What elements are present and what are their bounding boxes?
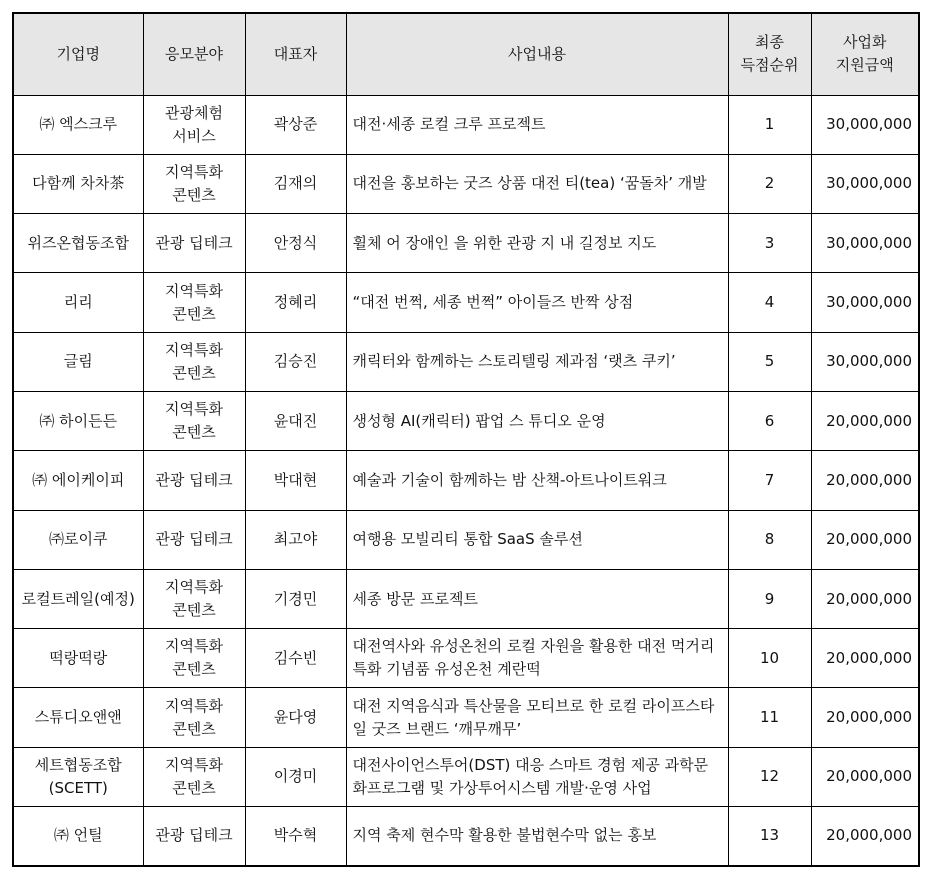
- header-rank-line1: 최종: [755, 33, 784, 52]
- category-cell: [143, 273, 245, 332]
- ceo-cell: [245, 569, 346, 628]
- rank-value: 12: [759, 767, 780, 786]
- rank-cell: [728, 95, 811, 154]
- header-rank: [728, 13, 811, 95]
- company-name: ㈜로이쿠: [49, 530, 108, 549]
- description-cell: [346, 154, 728, 213]
- category-cell: [143, 391, 245, 450]
- amount-value: 20,000,000: [826, 411, 912, 430]
- category-line2: 콘텐츠: [172, 719, 216, 738]
- header-rank-line2: 득점순위: [740, 56, 799, 75]
- results-table: [12, 12, 920, 867]
- ceo-name: 김승진: [273, 352, 318, 371]
- rank-value: 13: [759, 826, 780, 845]
- rank-cell: [728, 273, 811, 332]
- rank-cell: [728, 747, 811, 806]
- category-line1: 지역특화: [165, 755, 223, 774]
- rank-value: 11: [759, 708, 780, 727]
- description-text: “대전 번쩍, 세종 번쩍” 아이들즈 반짝 상점: [352, 293, 634, 312]
- header-description: 사업내용: [346, 13, 728, 95]
- description-text: 대전을 홍보하는 굿즈 상품 대전 티(tea) ‘꿈돌차’ 개발: [352, 174, 707, 193]
- description-cell: [346, 273, 728, 332]
- company-name: 떡랑떡랑: [49, 648, 108, 667]
- rank-cell: [728, 451, 811, 510]
- ceo-cell: [245, 332, 346, 391]
- header-category: 응모분야: [143, 13, 245, 95]
- description-text: 세종 방문 프로젝트: [352, 589, 478, 608]
- ceo-name: 안정식: [273, 233, 318, 252]
- company-cell: [13, 688, 143, 747]
- category-line2: 콘텐츠: [172, 778, 216, 797]
- company-name: 세트협동조합: [34, 755, 122, 774]
- company-name-line2: (SCETT): [48, 778, 108, 797]
- ceo-cell: [245, 391, 346, 450]
- rank-cell: [728, 154, 811, 213]
- ceo-cell: [245, 688, 346, 747]
- rank-cell: [728, 332, 811, 391]
- category-line2: 콘텐츠: [172, 363, 216, 382]
- company-name: 로컬트레일(예정): [21, 589, 135, 608]
- amount-value: 20,000,000: [826, 648, 912, 667]
- category-line2: 콘텐츠: [172, 185, 216, 204]
- company-name: ㈜ 언틸: [53, 826, 103, 845]
- amount-value: 20,000,000: [826, 826, 912, 845]
- ceo-name: 곽상준: [273, 115, 318, 134]
- company-cell: [13, 510, 143, 569]
- ceo-cell: [245, 214, 346, 273]
- ceo-name: 박대현: [273, 470, 318, 489]
- amount-value: 20,000,000: [826, 589, 912, 608]
- description-text: 지역 축제 현수막 활용한 불법현수막 없는 홍보: [352, 826, 657, 845]
- table-body: [13, 95, 919, 866]
- category-line1: 지역특화: [165, 578, 223, 597]
- company-cell: [13, 747, 143, 806]
- table-row: [13, 569, 919, 628]
- category-line2: 서비스: [172, 126, 216, 145]
- company-name: 스튜디오앤앤: [34, 708, 122, 727]
- description-text: 대전·세종 로컬 크루 프로젝트: [352, 115, 546, 134]
- header-amount-line2: 지원금액: [835, 56, 894, 75]
- description-text: 대전 지역음식과 특산물을 모티브로 한 로컬 라이프스타일 굿즈 브랜드 ‘깨무깨무’: [352, 696, 715, 738]
- table-row: [13, 95, 919, 154]
- description-text: 휠체 어 장애인 을 위한 관광 지 내 길정보 지도: [352, 233, 657, 252]
- category-line1: 관광 딥테크: [155, 233, 233, 252]
- amount-cell: [811, 629, 919, 688]
- table-row: [13, 807, 919, 866]
- rank-cell: [728, 510, 811, 569]
- rank-value: 9: [764, 589, 775, 608]
- category-line2: 콘텐츠: [172, 423, 216, 442]
- ceo-name: 박수혁: [273, 826, 318, 845]
- rank-cell: [728, 569, 811, 628]
- description-cell: [346, 629, 728, 688]
- company-name: 다함께 차차茶: [32, 174, 125, 193]
- description-cell: [346, 95, 728, 154]
- category-line2: 콘텐츠: [172, 660, 216, 679]
- company-cell: [13, 569, 143, 628]
- table-row: [13, 629, 919, 688]
- company-cell: [13, 629, 143, 688]
- description-text: 대전역사와 유성온천의 로컬 자원을 활용한 대전 먹거리 특화 기념품 유성온천 계란떡: [352, 637, 715, 679]
- company-name: ㈜ 하이든든: [39, 411, 118, 430]
- ceo-name: 김수빈: [273, 648, 318, 667]
- table-row: [13, 688, 919, 747]
- amount-cell: [811, 688, 919, 747]
- company-cell: [13, 273, 143, 332]
- amount-cell: [811, 273, 919, 332]
- company-name: 리리: [63, 293, 93, 312]
- amount-value: 20,000,000: [826, 708, 912, 727]
- amount-value: 30,000,000: [826, 293, 912, 312]
- header-row: [13, 13, 919, 95]
- ceo-cell: [245, 747, 346, 806]
- description-cell: [346, 332, 728, 391]
- company-name: ㈜ 에이케이피: [32, 470, 125, 489]
- description-cell: [346, 510, 728, 569]
- amount-value: 20,000,000: [826, 530, 912, 549]
- table-row: [13, 451, 919, 510]
- company-cell: [13, 332, 143, 391]
- ceo-cell: [245, 154, 346, 213]
- ceo-name: 최고야: [273, 530, 318, 549]
- ceo-name: 윤대진: [273, 411, 318, 430]
- ceo-name: 김재의: [273, 174, 318, 193]
- description-cell: [346, 688, 728, 747]
- category-line1: 지역특화: [165, 281, 223, 300]
- ceo-cell: [245, 629, 346, 688]
- category-cell: [143, 95, 245, 154]
- description-cell: [346, 214, 728, 273]
- rank-cell: [728, 391, 811, 450]
- amount-cell: [811, 391, 919, 450]
- rank-value: 3: [764, 233, 775, 252]
- category-cell: [143, 214, 245, 273]
- category-line2: 콘텐츠: [172, 304, 216, 323]
- rank-value: 8: [764, 530, 775, 549]
- ceo-name: 정혜리: [273, 293, 318, 312]
- header-amount-line1: 사업화: [843, 33, 887, 52]
- description-cell: [346, 451, 728, 510]
- description-cell: [346, 391, 728, 450]
- company-name: 글림: [63, 352, 93, 371]
- table-row: [13, 154, 919, 213]
- description-cell: [346, 569, 728, 628]
- company-name: ㈜ 엑스크루: [39, 115, 118, 134]
- company-cell: [13, 391, 143, 450]
- rank-value: 2: [764, 174, 775, 193]
- amount-value: 30,000,000: [826, 233, 912, 252]
- rank-value: 10: [759, 648, 780, 667]
- table-row: [13, 391, 919, 450]
- amount-cell: [811, 747, 919, 806]
- description-cell: [346, 747, 728, 806]
- category-cell: [143, 747, 245, 806]
- company-name: 위즈온협동조합: [27, 233, 129, 252]
- category-line1: 지역특화: [165, 400, 223, 419]
- amount-cell: [811, 214, 919, 273]
- rank-cell: [728, 629, 811, 688]
- amount-value: 30,000,000: [826, 115, 912, 134]
- amount-cell: [811, 95, 919, 154]
- rank-value: 4: [764, 293, 775, 312]
- header-company: 기업명: [13, 13, 143, 95]
- ceo-cell: [245, 273, 346, 332]
- amount-cell: [811, 807, 919, 866]
- category-line1: 관광 딥테크: [155, 826, 233, 845]
- description-text: 캐릭터와 함께하는 스토리텔링 제과점 ‘랫츠 쿠키’: [352, 352, 676, 371]
- category-cell: [143, 688, 245, 747]
- category-cell: [143, 629, 245, 688]
- description-text: 생성형 AI(캐릭터) 팝업 스 튜디오 운영: [352, 411, 606, 430]
- amount-value: 30,000,000: [826, 352, 912, 371]
- description-cell: [346, 807, 728, 866]
- amount-cell: [811, 510, 919, 569]
- category-line1: 관광체험: [165, 103, 223, 122]
- table-row: [13, 214, 919, 273]
- category-line1: 지역특화: [165, 340, 223, 359]
- category-line1: 관광 딥테크: [155, 470, 233, 489]
- category-line2: 콘텐츠: [172, 601, 216, 620]
- header-ceo: 대표자: [245, 13, 346, 95]
- rank-cell: [728, 688, 811, 747]
- ceo-name: 이경미: [273, 767, 318, 786]
- rank-value: 7: [764, 470, 775, 489]
- category-line1: 지역특화: [165, 637, 223, 656]
- amount-cell: [811, 451, 919, 510]
- table-row: [13, 332, 919, 391]
- category-line1: 관광 딥테크: [155, 530, 233, 549]
- table-row: [13, 273, 919, 332]
- header-amount: [811, 13, 919, 95]
- amount-value: 20,000,000: [826, 470, 912, 489]
- amount-cell: [811, 569, 919, 628]
- category-cell: [143, 332, 245, 391]
- rank-value: 5: [764, 352, 775, 371]
- company-cell: [13, 451, 143, 510]
- company-cell: [13, 95, 143, 154]
- table-row: [13, 510, 919, 569]
- category-line1: 지역특화: [165, 162, 223, 181]
- ceo-cell: [245, 807, 346, 866]
- ceo-cell: [245, 95, 346, 154]
- amount-value: 30,000,000: [826, 174, 912, 193]
- category-line1: 지역특화: [165, 696, 223, 715]
- ceo-cell: [245, 510, 346, 569]
- category-cell: [143, 154, 245, 213]
- amount-cell: [811, 154, 919, 213]
- company-cell: [13, 214, 143, 273]
- rank-value: 6: [764, 411, 775, 430]
- description-text: 여행용 모빌리티 통합 SaaS 솔루션: [352, 530, 583, 549]
- description-text: 예술과 기술이 함께하는 밤 산책-아트나이트워크: [352, 470, 667, 489]
- category-cell: [143, 807, 245, 866]
- rank-cell: [728, 807, 811, 866]
- category-cell: [143, 569, 245, 628]
- amount-cell: [811, 332, 919, 391]
- ceo-name: 기경민: [273, 589, 318, 608]
- description-text: 대전사이언스투어(DST) 대응 스마트 경험 제공 과학문화프로그램 및 가상투어시스템 개발·운영 사업: [352, 755, 709, 797]
- rank-cell: [728, 214, 811, 273]
- ceo-name: 윤다영: [273, 708, 318, 727]
- amount-value: 20,000,000: [826, 767, 912, 786]
- ceo-cell: [245, 451, 346, 510]
- table-row: [13, 747, 919, 806]
- category-cell: [143, 451, 245, 510]
- company-cell: [13, 807, 143, 866]
- category-cell: [143, 510, 245, 569]
- company-cell: [13, 154, 143, 213]
- rank-value: 1: [764, 115, 775, 134]
